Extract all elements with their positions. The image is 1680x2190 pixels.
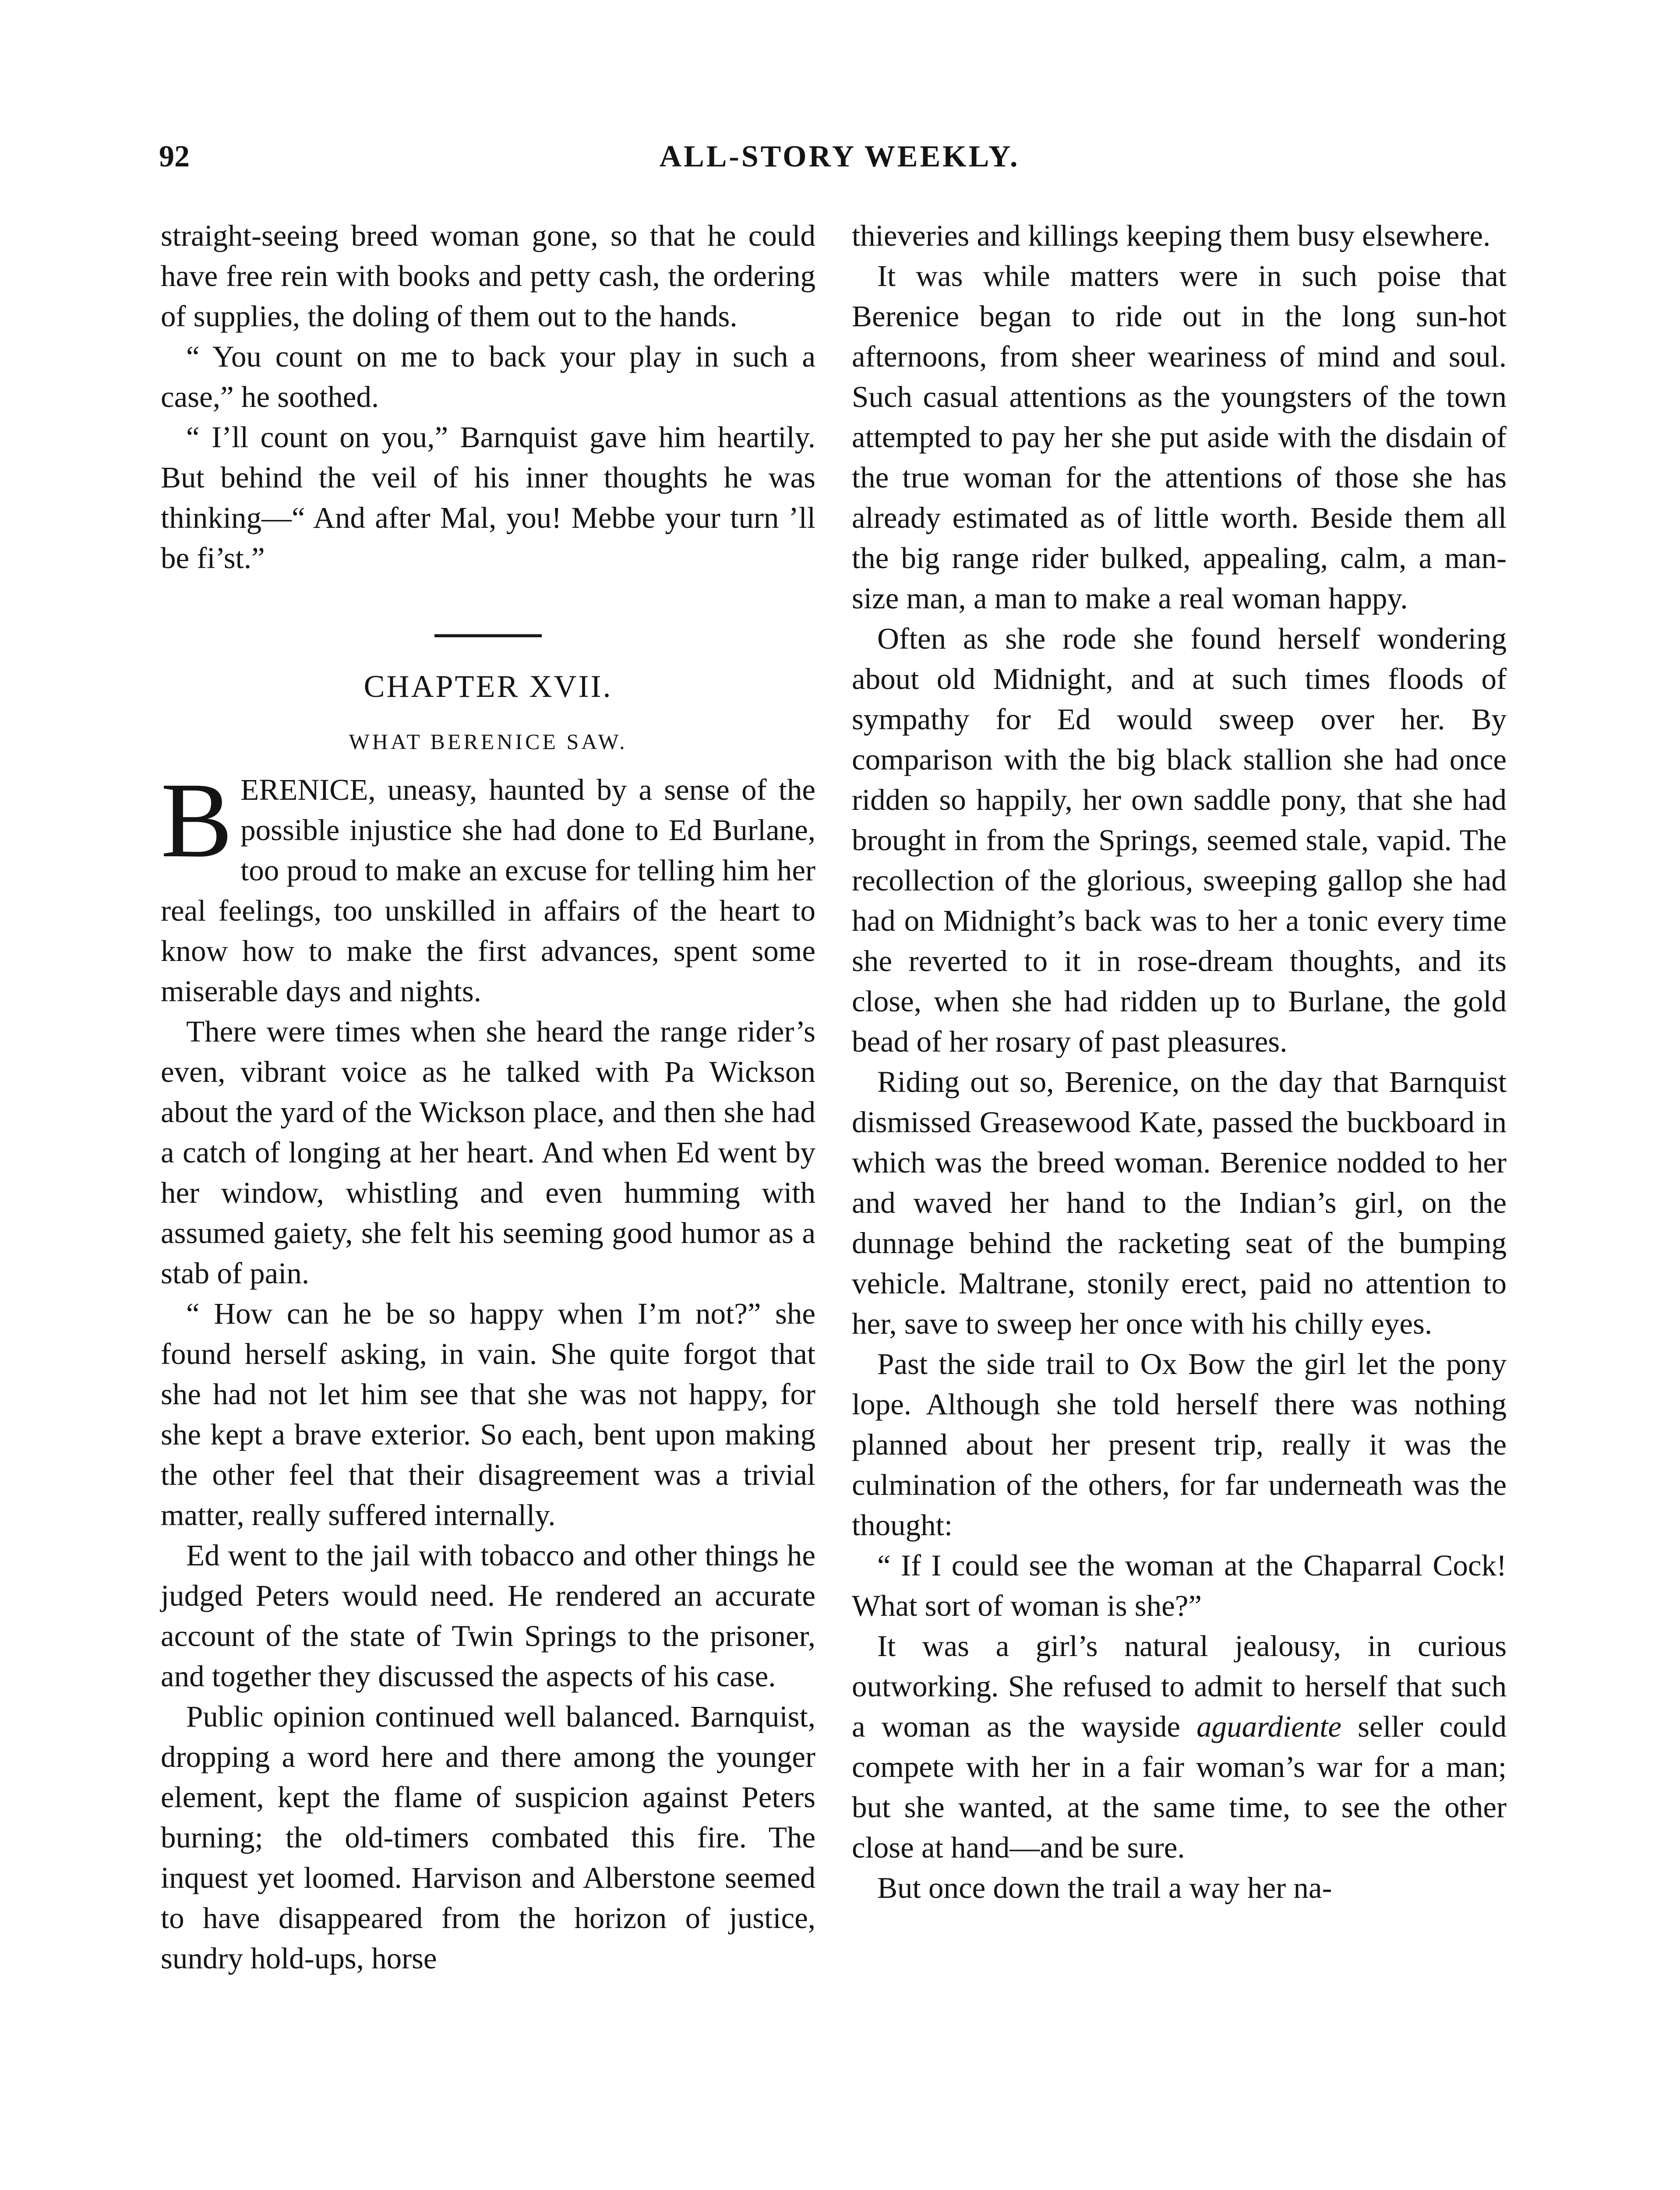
paragraph: There were times when she heard the range rider’s even, vibrant voice as he talked with Pa Wickson about the yard of the Wickson place, and then she had a catch of longing at her heart. And when Ed went by her window, whistling and even humming with assumed gaiety, she felt his seeming good humor as a stab of pain. [161, 1015, 815, 1290]
paragraph: Riding out so, Berenice, on the day that Barnquist dismissed Greasewood Kate, passed the buckboard in which was the breed woman. Berenice nodded to her and waved her hand to the Indian’s girl, on the dunnage behind the racketing seat of the bumping vehicle. Maltrane, stonily erect, paid no attention to her, save to sweep her once with his chilly eyes. [852, 1065, 1507, 1340]
paragraph: “ You count on me to back your play in such a case,” he soothed. [161, 340, 815, 413]
paragraph-text: seller could compete with her in a fair woman’s war for a man; but she wanted, at the same time, to see the other close at hand—and be sure. [852, 1710, 1507, 1864]
paragraph [852, 1626, 1507, 1868]
left-column [161, 215, 815, 1978]
paragraph: Often as she rode she found herself wondering about old Midnight, and at such times floods of sympathy for Ed would sweep over her. By comparison with the big black stallion she had once ridden so happily, her own saddle pony, that she had brought in from the Springs, seemed stale, vapid. The recollection of the glorious, sweeping gallop she had had on Midnight’s back was to her a tonic every time she reverted to it in rose-dream thoughts, and its close, when she had ridden up to Burlane, the gold bead of her rosary of past pleasures. [852, 622, 1507, 1058]
italic-word: aguardiente [1196, 1710, 1342, 1743]
paragraph: thieveries and killings keeping them busy elsewhere. [852, 219, 1491, 252]
paragraph: “ I’ll count on you,” Barnquist gave him heartily. But behind the veil of his inner thoughts he was thinking—“ And after Mal, you! Mebbe your turn ’ll be fi’st.” [161, 420, 815, 575]
paragraph-text: It was a girl’s natural jealousy, in curious outworking. She refused to admit to herself that such a woman as the wayside [852, 1629, 1507, 1743]
drop-cap: B [161, 761, 233, 880]
paragraph: “ If I could see the woman at the Chaparral Cock! What sort of woman is she?” [852, 1549, 1507, 1622]
paragraph-text: ERENICE, uneasy, haunted by a sense of the possible injustice she had done to Ed Burlane, too proud to make an excuse for telling him her real feelings, too unskilled in affairs of the heart to know how to make the first advances, spent some miserable days and nights. [161, 773, 815, 1008]
page-number: 92 [159, 140, 190, 173]
paragraph: straight-seeing breed woman gone, so that he could have free rein with books and petty cash, the ordering of supplies, the doling of them out to the hands. [161, 219, 815, 333]
paragraph: “ How can he be so happy when I’m not?” she found herself asking, in vain. She quite forgot that she had not let him see that she was not happy, for she kept a brave exterior. So each, bent upon making the other feel that their disagreement was a trivial matter, really suffered internally. [161, 1297, 815, 1532]
paragraph: Public opinion continued well balanced. Barnquist, dropping a word here and there among the younger element, kept the flame of suspicion against Peters burning; the old-timers combated this fire. The inquest yet loomed. Harvison and Alberstone seemed to have disappeared from the horizon of justice, sundry hold-ups, horse [161, 1700, 815, 1975]
page-header [159, 139, 1520, 187]
paragraph: But once down the trail a way her na- [877, 1871, 1332, 1904]
paragraph: Past the side trail to Ox Bow the girl let the pony lope. Although she told herself there was nothing planned about her present trip, really it was the culmination of the others, for far underneath was the thought: [852, 1347, 1507, 1542]
running-head: ALL-STORY WEEKLY. [659, 140, 1020, 173]
section-divider [434, 634, 542, 637]
paragraph: Ed went to the jail with tobacco and other things he judged Peters would need. He rendered an accurate account of the state of Twin Springs to the prisoner, and together they discussed the aspects of his case. [161, 1539, 815, 1693]
chapter-title: CHAPTER XVII. [364, 669, 613, 704]
chapter-subtitle: WHAT BERENICE SAW. [349, 729, 628, 754]
paragraph: It was while matters were in such poise that Berenice began to ride out in the long sun-hot afternoons, from sheer weariness of mind and soul. Such casual attentions as the youngsters of the town attempted to pay her she put aside with the disdain of the true woman for the attentions of those she has already estimated as of little worth. Beside them all the big range rider bulked, appealing, calm, a man-size man, a man to make a real woman happy. [852, 259, 1507, 615]
paragraph-with-drop-cap [161, 761, 815, 1011]
right-column [852, 215, 1507, 1908]
